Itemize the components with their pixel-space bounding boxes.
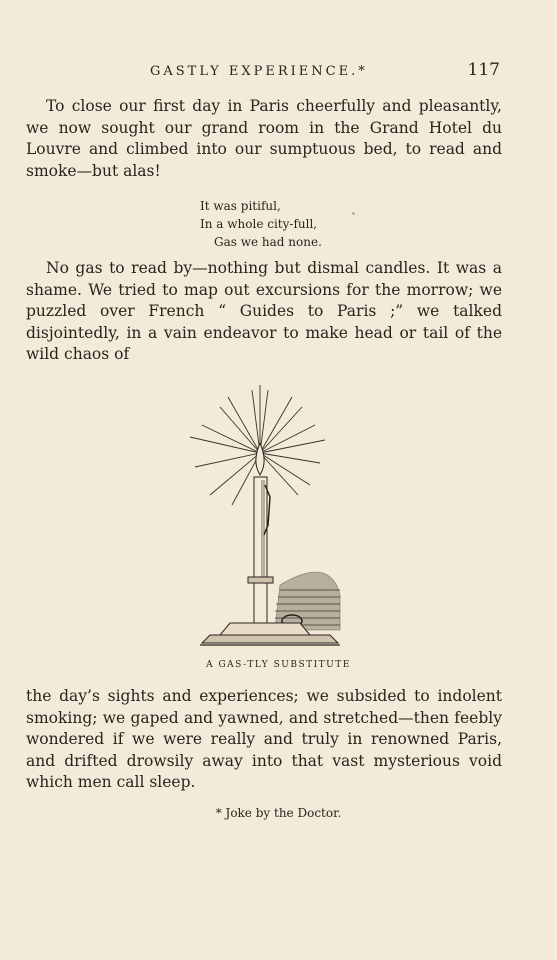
running-title: GASTLY EXPERIENCE.*	[150, 64, 368, 79]
poem-line-3: Gas we had none.	[214, 235, 322, 249]
candlestick-base	[202, 635, 338, 643]
candle-socket	[248, 577, 273, 583]
running-header	[150, 60, 500, 84]
poem-line-2: In a whole city-full,	[200, 217, 318, 231]
candlestick-stem	[254, 583, 267, 623]
candlestick-dish	[220, 623, 310, 635]
shadow-hatching	[275, 572, 340, 630]
paragraph-1: To close our first day in Paris cheerfully and pleasantly, we now sought our grand room in the Grand Hotel du Louvre and climbed into our sumptuous bed, to read and smoke—but alas!	[26, 97, 502, 180]
candle-engraving	[180, 385, 360, 655]
page-number: 117	[467, 60, 500, 80]
candle-illustration-icon	[180, 385, 360, 655]
ink-speck	[352, 212, 355, 215]
footnote: * Joke by the Doctor.	[215, 806, 342, 820]
paragraph-3: the day’s sights and experiences; we subsided to indolent smoking; we gaped and yawned, and stretched—then feebly wondered if we were really and truly in renowned Paris, and drifted drowsily away into that vast mysterious void which men call sleep.	[26, 687, 502, 791]
paragraph-2: No gas to read by—nothing but dismal candles. It was a shame. We tried to map out excursions for the morrow; we puzzled over French “ Guides to Paris ;” we talked disjointedly, in a vain endeavor to make head or tail of the wild chaos of	[26, 259, 502, 363]
poem-line-1: It was pitiful,	[200, 199, 281, 213]
poem	[200, 197, 322, 251]
figure-caption: A GAS-TLY SUBSTITUTE	[206, 660, 351, 670]
candle-body	[254, 477, 267, 582]
